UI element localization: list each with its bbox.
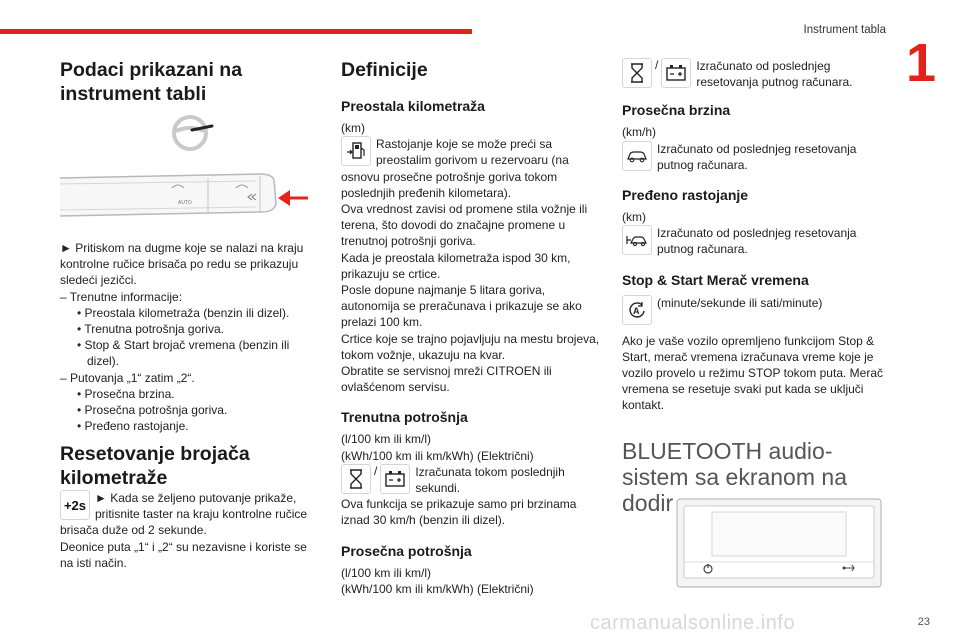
remaining-range-paragraph: Ova vrednost zavisi od promene stila vožnje ili terena, što dovodi do značajne promene u trenutnoj potrošnji goriva. <box>341 202 588 249</box>
current-consumption-unit-electric: (kWh/100 km ili km/kWh) (Električni) <box>341 448 534 463</box>
chapter-number: 1 <box>906 33 937 93</box>
car-distance-icon <box>622 225 652 255</box>
remaining-range-title: Preostala kilometraža <box>341 98 485 114</box>
col3-content <box>622 58 884 516</box>
col1-content <box>60 240 322 434</box>
bluetooth-section-title: BLUETOOTH audio-sistem sa ekranom na dodir <box>622 437 847 516</box>
current-consumption-icon-paragraph <box>341 464 603 496</box>
bullet-item: • Trenutna potrošnja goriva. <box>77 322 224 337</box>
remaining-range-description: Rastojanje koje se može preći sa preostalim gorivom u rezervoaru (na osnovu prosečne potrošnje goriva tokom poslednjih pređenih kilometara). <box>341 137 569 200</box>
distance-travelled-description: Izračunato od poslednjeg resetovanja putnog računara. <box>657 226 857 257</box>
reset-paragraph-2: Deonice puta „1“ i „2“ su nezavisne i koriste se na isti način. <box>60 539 307 570</box>
plus-2s-icon <box>60 490 90 520</box>
fuel-pump-range-icon <box>341 136 371 166</box>
average-speed-title: Prosečna brzina <box>622 102 731 119</box>
reset-section-title: Resetovanje brojača kilometraže <box>60 443 250 489</box>
reset-paragraph-1: ► Kada se željeno putovanje prikaže, pritisnite taster na kraju kontrolne ručice brisača duže od 2 sekunde. <box>60 491 308 538</box>
current-consumption-paragraph: Ova funkcija se prikazuje samo pri brzinama iznad 30 km/h (benzin ili dizel). <box>341 497 577 528</box>
remaining-range-paragraph: Kada je preostala kilometraža ispod 30 km, prikazuju se crtice. <box>341 250 571 281</box>
average-speed-description: Izračunato od poslednjeg resetovanja putnog računara. <box>657 141 857 172</box>
average-consumption-unit: (l/100 km ili km/l) <box>341 565 432 580</box>
intro-paragraph: ► Pritiskom na dugme koje se nalazi na kraju kontrolne ručice brisača po redu se prikazuju sledeći jezičci. <box>60 241 304 288</box>
steering-wheel-icon <box>170 113 216 151</box>
col2-content <box>341 58 603 597</box>
col1-title: Podaci prikazani na instrument tabli <box>60 59 243 105</box>
bullet-item: • Preostala kilometraža (benzin ili dizel). <box>77 305 290 320</box>
stop-start-timer-title: Stop & Start Merač vremena <box>622 271 809 288</box>
distance-travelled-unit: (km) <box>622 210 646 225</box>
average-consumption-description: Izračunato od poslednjeg resetovanja putnog računara. <box>696 59 853 90</box>
bullet-item: • Stop & Start brojač vremena (benzin ili dizel). <box>77 338 290 369</box>
battery-icon <box>661 58 691 88</box>
consumption-icons <box>341 464 410 494</box>
stop-start-icon <box>622 295 652 325</box>
average-consumption-icon-paragraph <box>622 58 884 90</box>
distance-travelled-title: Pređeno rastojanje <box>622 187 749 204</box>
current-consumption-unit: (l/100 km ili km/l) <box>341 432 432 447</box>
dash-item-current-info: – Trenutne informacije: <box>60 289 183 304</box>
touchscreen-illustration <box>676 498 882 588</box>
average-consumption-title: Prosečna potrošnja <box>341 542 472 559</box>
car-speed-icon <box>622 141 652 171</box>
header-accent-bar <box>0 29 472 34</box>
hourglass-icon <box>622 58 652 88</box>
remaining-range-icon-paragraph <box>341 136 603 201</box>
icon-slash: / <box>374 463 378 478</box>
reset-content <box>60 490 322 571</box>
bullet-item: • Pređeno rastojanje. <box>77 419 189 434</box>
stop-start-paragraph: Ako je vaše vozilo opremljeno funkcijom Stop & Start, merač vremena izračunava vreme koje je vozilo provelo u režimu STOP tokom puta. Merač vremena se resetuje svaki put kada se uključi kontakt. <box>622 333 883 413</box>
reset-title-wrap <box>60 442 280 490</box>
col1-title-wrap <box>60 58 260 106</box>
distance-travelled-icon-paragraph <box>622 225 884 257</box>
svg-text:AUTO: AUTO <box>178 200 192 206</box>
hourglass-icon <box>341 464 371 494</box>
definitions-title: Definicije <box>341 59 428 81</box>
stop-start-unit: (minute/sekunde ili sati/minute) <box>657 295 823 310</box>
watermark: carmanualsonline.info <box>590 612 796 634</box>
dash-item-trips: – Putovanja „1“ zatim „2“. <box>60 370 195 385</box>
plus-2s-icon-text: +2s <box>63 497 87 513</box>
icon-slash: / <box>655 58 659 72</box>
remaining-range-paragraph: Posle dopune najmanje 5 litara goriva, autonomija se preračunava i prikazuje se ako prelazi 100 km. <box>341 283 582 330</box>
current-consumption-title: Trenutna potrošnja <box>341 409 468 426</box>
remaining-range-paragraph: Obratite se servisnoj mreži CITROEN ili ovlašćenom servisu. <box>341 364 552 395</box>
header-title: Instrument tabla <box>803 24 886 36</box>
wiper-stalk-illustration <box>60 160 310 230</box>
bullet-item: • Prosečna potrošnja goriva. <box>77 403 228 418</box>
remaining-range-paragraph: Crtice koje se trajno pojavljuju na mestu brojeva, tokom vožnje, ukazuju na kvar. <box>341 331 600 362</box>
svg-text:A: A <box>633 305 640 316</box>
average-consumption-unit-electric: (kWh/100 km ili km/kWh) (Električni) <box>341 581 534 596</box>
average-speed-unit: (km/h) <box>622 125 656 140</box>
consumption-icons <box>622 58 691 88</box>
average-speed-icon-paragraph <box>622 141 884 173</box>
battery-icon <box>380 464 410 494</box>
remaining-range-unit: (km) <box>341 121 365 135</box>
bullet-item: • Prosečna brzina. <box>77 386 175 401</box>
current-consumption-description: Izračunata tokom poslednjih sekundi. <box>415 464 565 496</box>
page-number: 23 <box>917 616 930 628</box>
stop-start-icon-paragraph <box>622 295 884 316</box>
